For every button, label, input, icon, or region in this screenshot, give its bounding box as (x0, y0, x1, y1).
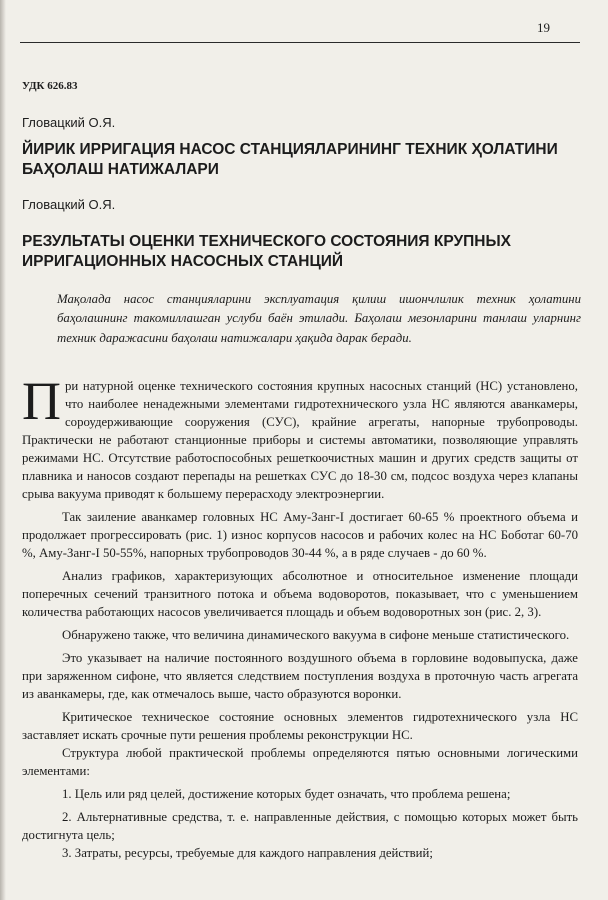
paragraph: Структура любой практической проблемы определяются пятью основными логическими элементами: (22, 746, 578, 778)
paragraph-intro-text: ри натурной оценке технического состояния крупных насосных станций (НС) установлено, что наиболее ненадежными элементами гидротехнического узла НС являются аванкамеры, сороудерживающие сооружения (СУС), крайние агрегаты, напорные трубопроводы. Практически не работают станционные приборы и системы автоматики, позволяющие управлять режимами НС. Отсутствие работоспособных решеткоочистных машин и других средств защиты от плавника и наносов создают перепады на решетках СУС до 18-30 см, подсос воздуха через клапаны срыва вакуума приводят к большему перерасходу электроэнергии. (22, 379, 578, 501)
paragraph-intro (22, 371, 578, 503)
paragraph: Так заиление аванкамер головных НС Аму-Занг-I достигает 60-65 % проектного объема и продолжает прогрессировать (рис. 1) износ корпусов насосов и рабочих колес на НС Боботаг 60-70 %, Аму-Занг-I 50-55%, напорных трубопроводов 30-44 %, а в ряде случаев - до 60 %. (22, 510, 578, 560)
paragraph: Обнаружено также, что величина динамического вакуума в сифоне меньше статистического. (62, 628, 570, 642)
header-rule (20, 42, 580, 43)
author-russian: Гловацкий О.Я. (22, 197, 116, 212)
paragraph: Критическое техническое состояние основных элементов гидротехнического узла НС заставляет искать срочные пути решения проблемы реконструкции НС. (22, 710, 578, 742)
scan-edge-shadow (0, 0, 6, 900)
abstract: Мақолада насос станцияларини эксплуатация қилиш ишончлилик техник ҳолатини баҳолашнинг такомиллашган услуби баён этилади. Баҳолаш мезонларини танлаш уларнинг техник даражасини баҳолаш натижалари ҳақида дарак беради. (57, 292, 581, 345)
title-russian: РЕЗУЛЬТАТЫ ОЦЕНКИ ТЕХНИЧЕСКОГО СОСТОЯНИЯ КРУПНЫХ ИРРИГАЦИОННЫХ НАСОСНЫХ СТАНЦИЙ (22, 233, 511, 270)
drop-cap: П (22, 371, 61, 431)
list-item: 2. Альтернативные средства, т. е. направленные действия, с помощью которых может быть достигнута цель; (22, 810, 578, 842)
author-uzbek: Гловацкий О.Я. (22, 115, 116, 130)
page-number: 19 (537, 20, 550, 35)
list-item: 3. Затраты, ресурсы, требуемые для каждого направления действий; (62, 846, 433, 860)
paragraph: Анализ графиков, характеризующих абсолютное и относительное изменение площади поперечных сечений транзитного потока и объема водоворотов, показывает, что с уменьшением количества работающих насосов увеличивается площадь и объем водоворотных зон (рис. 2, 3). (22, 569, 578, 619)
paragraph: Это указывает на наличие постоянного воздушного объема в горловине водовыпуска, даже при заряженном сифоне, что является следствием поступления воздуха в проточную часть агрегата из аванкамеры, где, как отмечалось выше, часто образуются воронки. (22, 651, 578, 701)
udc-code: УДК 626.83 (22, 80, 78, 92)
article-body (22, 371, 578, 862)
title-uzbek: ЙИРИК ИРРИГАЦИЯ НАСОС СТАНЦИЯЛАРИНИНГ ТЕХНИК ҲОЛАТИНИ БАҲОЛАШ НАТИЖАЛАРИ (22, 141, 558, 178)
list-item: 1. Цель или ряд целей, достижение которых будет означать, что проблема решена; (62, 787, 511, 801)
